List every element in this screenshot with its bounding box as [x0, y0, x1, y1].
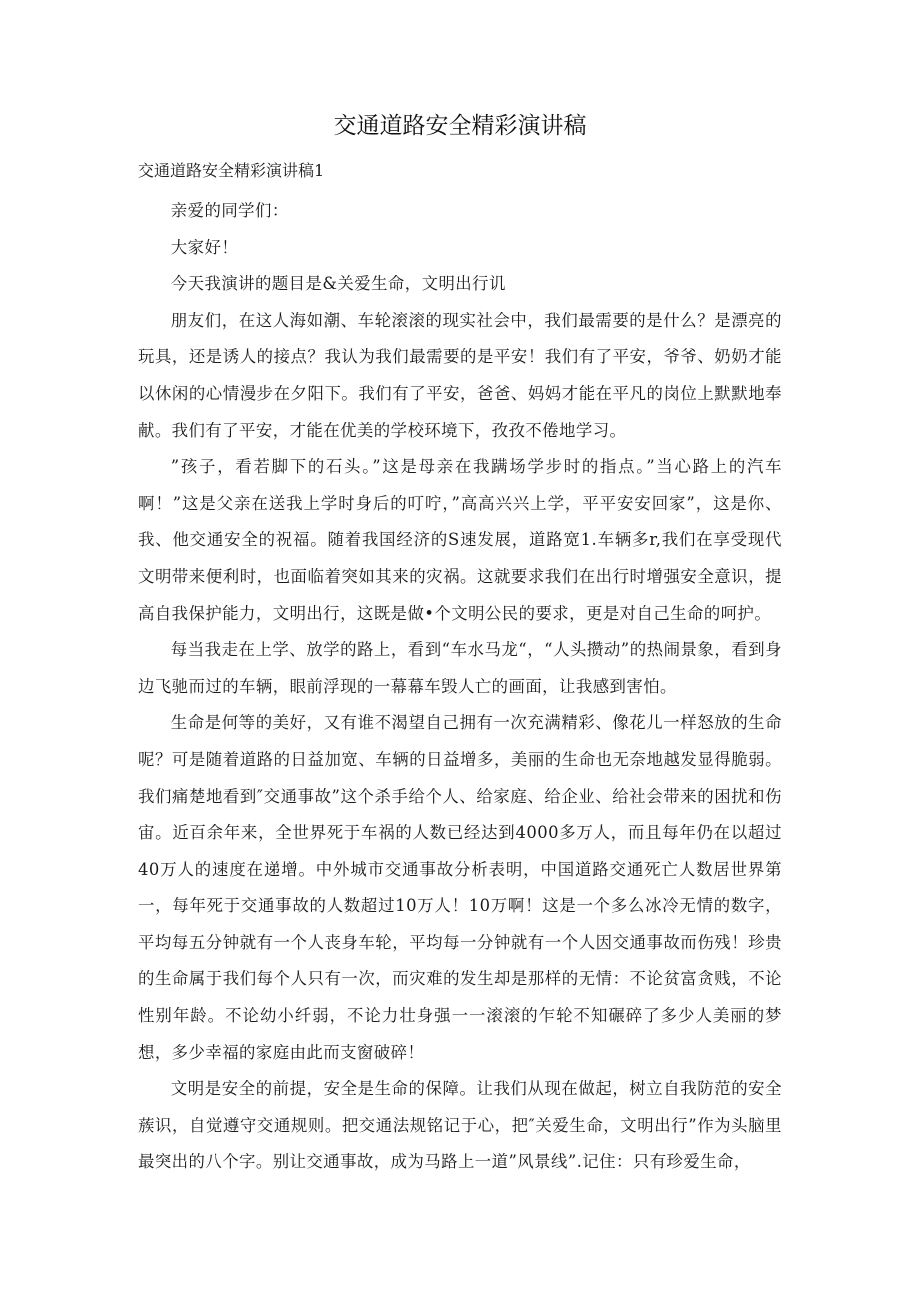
paragraph: 生命是何等的美好，又有谁不渴望自己拥有一次充满精彩、像花儿一样怒放的生命呢？可是随着道路的日益加宽、车辆的日益增多，美丽的生命也无奈地越发显得脆弱。我们痛楚地看到″交通事故”这个杀手给个人、给家庭、给企业、给社会带来的困扰和伤宙。近百余年来，全世界死于车祸的人数已经达到4000多万人，而且每年仍在以超过40万人的速度在递增。中外城市交通事故分析表明，中国道路交通死亡人数居世界第一，每年死于交通事故的人数超过10万人！10万啊！这是一个多么冰冷无情的数字，平均每五分钟就有一个人丧身车轮，平均每一分钟就有一个人因交通事故而伤残！珍贵的生命属于我们每个人只有一次，而灾难的发生却是那样的无情：不论贫富贪贱，不论性别年龄。不论幼小纤弱，不论力壮身强一一滚滚的乍轮不知碾碎了多少人美丽的梦想，多少幸福的家庭由此而支窗破碎！	[138, 713, 782, 1062]
document-subtitle: 交通道路安全精彩演讲稿1	[138, 161, 325, 180]
document-title: 交通道路安全精彩演讲稿	[333, 113, 587, 139]
paragraph: 每当我走在上学、放学的路上，看到“车水马龙“，“人头攒动”的热闹景象，看到身边飞驰而过的车辆，眼前浮现的一幕幕车毁人亡的画面，让我感到害怕。	[138, 640, 782, 696]
paragraph-greeting: 大家好！	[170, 237, 239, 257]
paragraph-topic: 今天我演讲的题目是&关爱生命，文明出行讥	[170, 274, 506, 294]
document-body	[138, 193, 782, 1181]
paragraph: 朋友们，在这人海如潮、车轮滚滚的现实社会中，我们最需要的是什么？是漂亮的玩具，还是诱人的接点？我认为我们最需要的是平安！我们有了平安，爷爷、奶奶才能以休闲的心情漫步在夕阳下。我们有了平安，爸爸、妈妈才能在平凡的岗位上默默地奉献。我们有了平安，才能在优美的学校环境下，孜孜不倦地学习。	[138, 310, 782, 440]
paragraph: 文明是安全的前提，安全是生命的保障。让我们从现在做起，树立自我防范的安全蔟识，自觉遵守交通规则。把交通法规铭记于心，把″关爱生命，文明出行”作为头脑里最突出的八个字。别让交通事故，成为马路上一道”风景线”.记住：只有珍爱生命，	[138, 1079, 782, 1172]
paragraph-salutation: 亲爱的同学们：	[170, 201, 289, 220]
paragraph: ”孩子，看若脚下的石头。”这是母亲在我蹒场学步时的指点。”当心路上的汽车啊！”这是父亲在送我上学时身后的叮咛，”高高兴兴上学，平平安安回家”，这是你、我、他交通安全的祝福。随着我国经济的S速发展，道路宽1.车辆多r,我们在享受现代文明带来便利时，也面临着突如其来的灾祸。这就要求我们在出行时增强安全意识，提高自我保护能力，文明出行，这既是做•个文明公民的要求，更是对自己生命的呵护。	[138, 457, 782, 623]
